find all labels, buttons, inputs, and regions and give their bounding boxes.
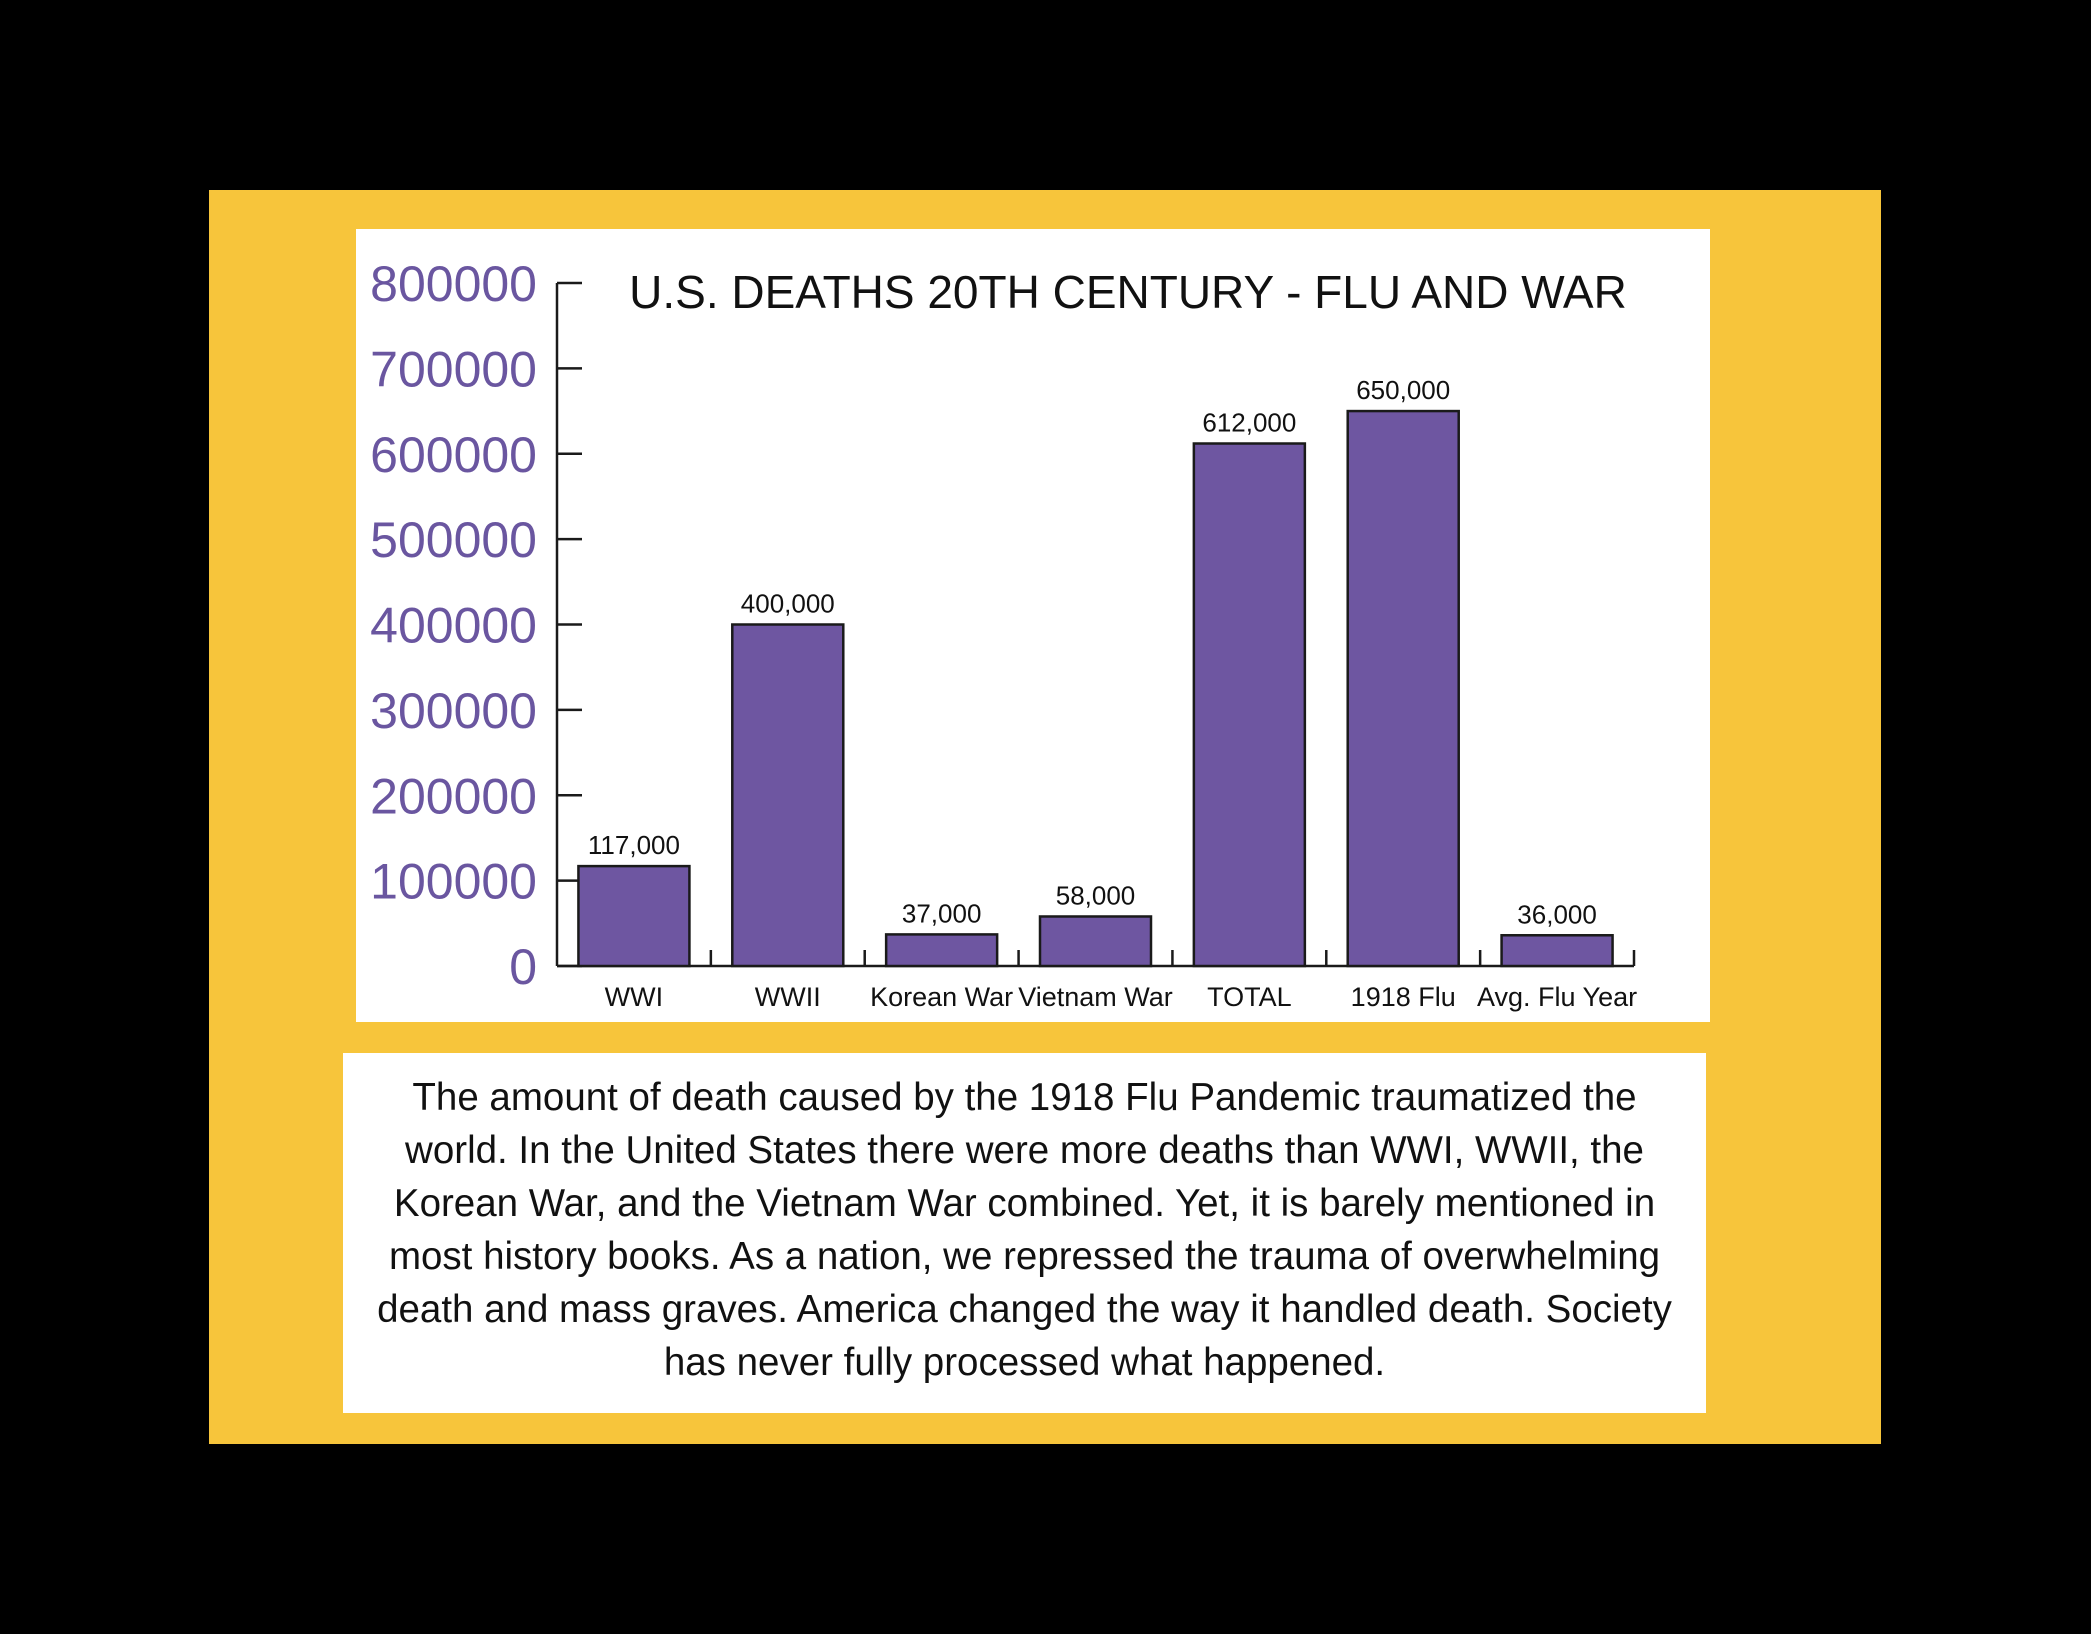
y-tick-label: 200000 xyxy=(370,768,537,825)
x-tick-label: 1918 Flu xyxy=(1350,982,1456,1012)
caption-text: The amount of death caused by the 1918 Flu Pandemic traumatized the world. In the United States there were more deaths than WWI, WWII, the Korean War, and the Vietnam War combined. Yet, it is barely mentioned in most history books. As a nation, we repressed the trauma of overwhelming death and mass graves. America changed the way it handled death. Society has never fully processed what happened. xyxy=(377,1076,1672,1384)
x-tick-label: WWI xyxy=(604,982,664,1012)
bar xyxy=(1040,916,1151,966)
bar xyxy=(578,866,689,966)
chart-title: U.S. DEATHS 20TH CENTURY - FLU AND WAR xyxy=(629,266,1627,318)
y-tick-label: 700000 xyxy=(370,341,537,398)
bar xyxy=(1194,444,1305,966)
y-tick-label: 500000 xyxy=(370,512,537,569)
bar-chart xyxy=(356,229,1710,1022)
data-label: 37,000 xyxy=(901,898,982,929)
data-label: 650,000 xyxy=(1356,375,1451,406)
data-label: 400,000 xyxy=(740,588,835,619)
bar xyxy=(1502,935,1613,966)
y-tick-label: 0 xyxy=(509,939,537,995)
x-tick-label: Korean War xyxy=(870,982,1014,1012)
x-tick-label: Avg. Flu Year xyxy=(1477,982,1638,1012)
caption-card xyxy=(343,1053,1706,1413)
y-tick-label: 300000 xyxy=(370,682,537,739)
data-label: 117,000 xyxy=(587,830,680,861)
chart-card xyxy=(356,229,1710,1022)
data-label: 612,000 xyxy=(1202,407,1297,438)
x-tick-label: TOTAL xyxy=(1207,982,1292,1012)
y-axis xyxy=(370,256,582,995)
x-tick-label: WWII xyxy=(754,982,821,1012)
data-label: 36,000 xyxy=(1517,899,1597,930)
bar xyxy=(886,934,997,966)
y-tick-label: 600000 xyxy=(370,426,537,483)
x-tick-labels xyxy=(605,982,1637,1012)
y-tick-label: 400000 xyxy=(370,597,537,654)
bar xyxy=(1348,411,1459,966)
bar xyxy=(732,625,843,967)
y-tick-label: 100000 xyxy=(370,853,537,910)
y-tick-label: 800000 xyxy=(370,256,537,312)
data-label: 58,000 xyxy=(1055,880,1136,911)
x-tick-label: Vietnam War xyxy=(1018,982,1173,1012)
